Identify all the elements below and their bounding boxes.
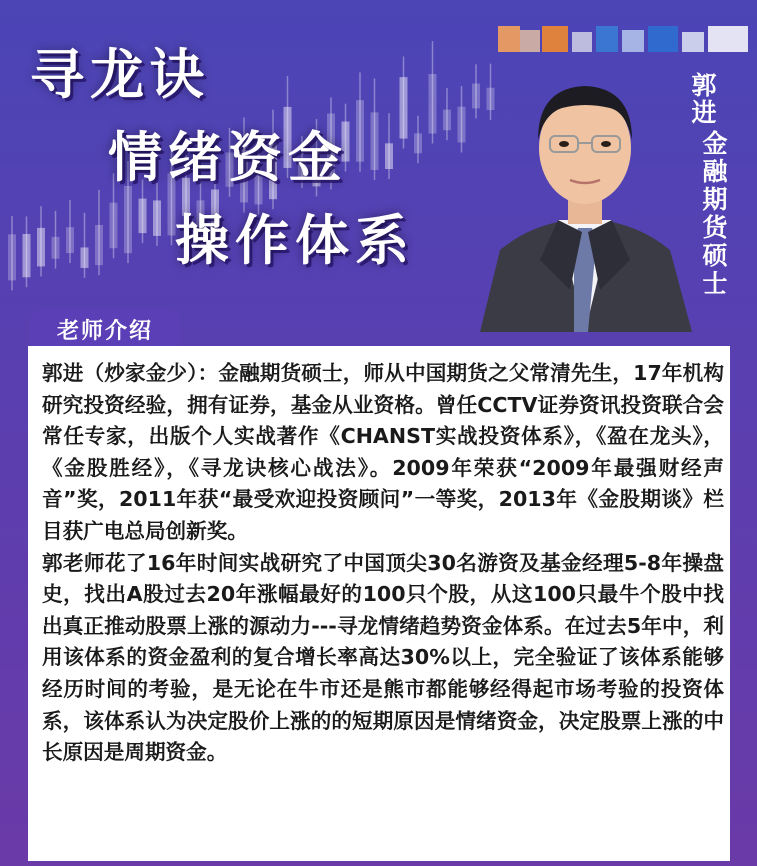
blurred-logo-strip	[498, 26, 750, 52]
teacher-credential: 金融期货硕士	[702, 129, 728, 298]
teacher-intro-panel	[28, 346, 730, 861]
intro-paragraph-2: 郭老师花了16年时间实战研究了中国顶尖30名游资及基金经理5-8年操盘史，找出A股过去20年涨幅最好的100只个股，从这100只最牛个股中找出真正推动股票上涨的源动力---寻龙情绪趋势资金体系。在过去5年中，利用该体系的资金盈利的复合增长率高达30%以上，完全验证了该体系能够经历时间的考验，是无论在牛市还是熊市都能够经得起市场考验的投资体系，该体系认为决定股价上涨的的短期原因是情绪资金，决定股票上涨的中长原因是周期资金。	[42, 550, 724, 765]
title-line-3: 操作体系	[175, 209, 415, 272]
title-line-2: 情绪资金	[108, 126, 348, 189]
intro-paragraph-1: 郭进（炒家金少）：金融期货硕士，师从中国期货之父常清先生，17年机构研究投资经验，拥有证券，基金从业资格。曾任CCTV证券资讯投资联合会常任专家，出版个人实战著作《CHANST实战投资体系》，《盈在龙头》，《金股胜经》，《寻龙诀核心战法》。2009年荣获“2009年最强财经声音”奖，2011年获“最受欢迎投资顾问”一等奖，2013年《金股期谈》栏目获广电总局创新奖。	[42, 361, 724, 543]
section-tab-teacher-intro: 老师介绍	[30, 310, 180, 348]
teacher-name: 郭进	[691, 71, 717, 127]
title-line-1: 寻龙诀	[30, 43, 210, 106]
teacher-portrait	[470, 60, 700, 332]
